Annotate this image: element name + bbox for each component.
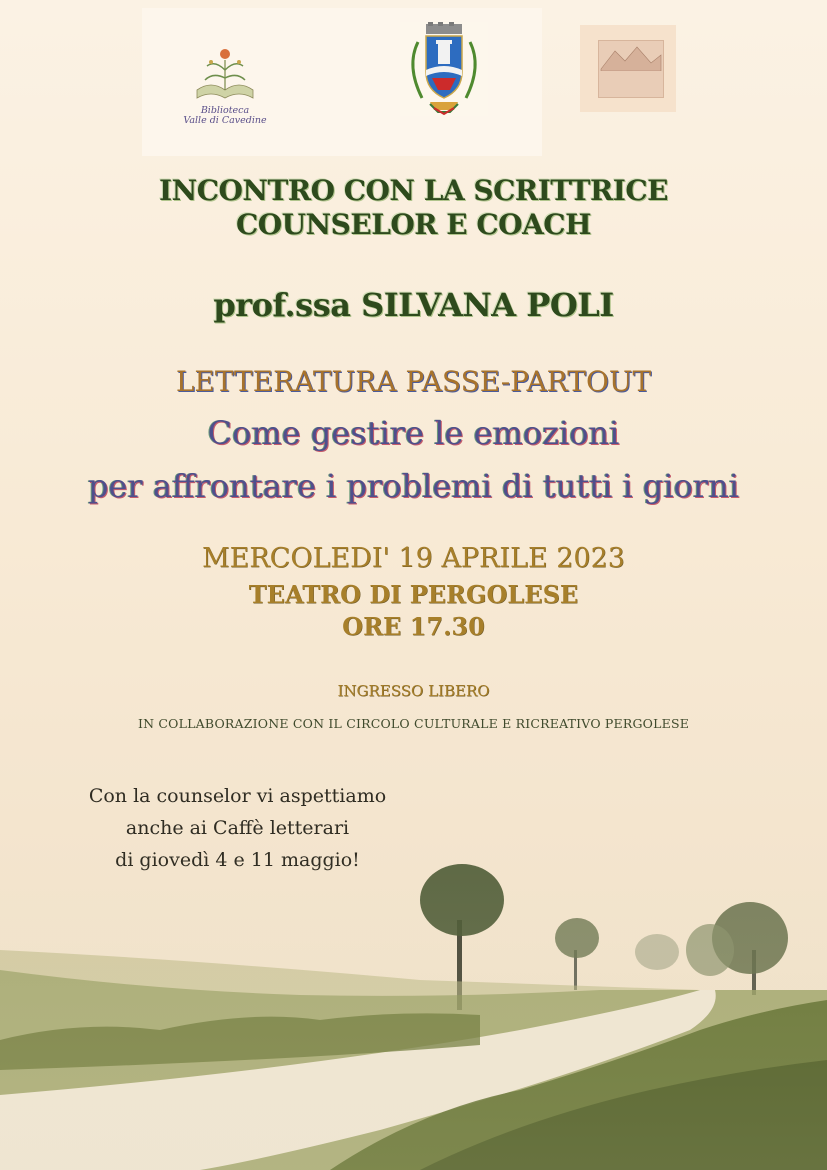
mountain-sketch-icon xyxy=(599,41,663,71)
free-entry-note: INGRESSO LIBERO xyxy=(337,682,490,700)
event-date: MERCOLEDI' 19 APRILE 2023 xyxy=(202,543,625,574)
coat-of-arms-icon xyxy=(400,22,488,116)
comune-logo xyxy=(400,22,488,116)
invite-line-2: anche ai Caffè letterari xyxy=(125,817,350,839)
speaker-name: prof.ssa SILVANA POLI xyxy=(213,286,614,324)
circolo-card-icon xyxy=(598,40,664,98)
open-book-icon xyxy=(175,40,275,102)
collaboration-note: IN COLLABORAZIONE CON IL CIRCOLO CULTURALE E RICREATIVO PERGOLESE xyxy=(137,716,690,731)
talk-subtitle-1: Come gestire le emozioni xyxy=(207,414,620,452)
biblioteca-logo xyxy=(175,40,275,125)
headline-line-2: COUNSELOR E COACH xyxy=(235,208,592,241)
talk-subtitle-2: per affrontare i problemi di tutti i giorni xyxy=(87,467,740,505)
circolo-logo xyxy=(580,25,676,112)
event-time: ORE 17.30 xyxy=(342,612,485,641)
misty-road-landscape xyxy=(0,840,827,1170)
headline-line-1: INCONTRO CON LA SCRITTRICE xyxy=(159,174,668,207)
event-venue: TEATRO DI PERGOLESE xyxy=(248,580,579,609)
invite-line-3: di giovedì 4 e 11 maggio! xyxy=(115,849,360,871)
talk-title: LETTERATURA PASSE-PARTOUT xyxy=(175,365,652,398)
biblioteca-place: Valle di Cavedine xyxy=(183,115,267,126)
invite-line-1: Con la counselor vi aspettiamo xyxy=(88,785,387,807)
biblioteca-name: Biblioteca xyxy=(200,105,250,116)
